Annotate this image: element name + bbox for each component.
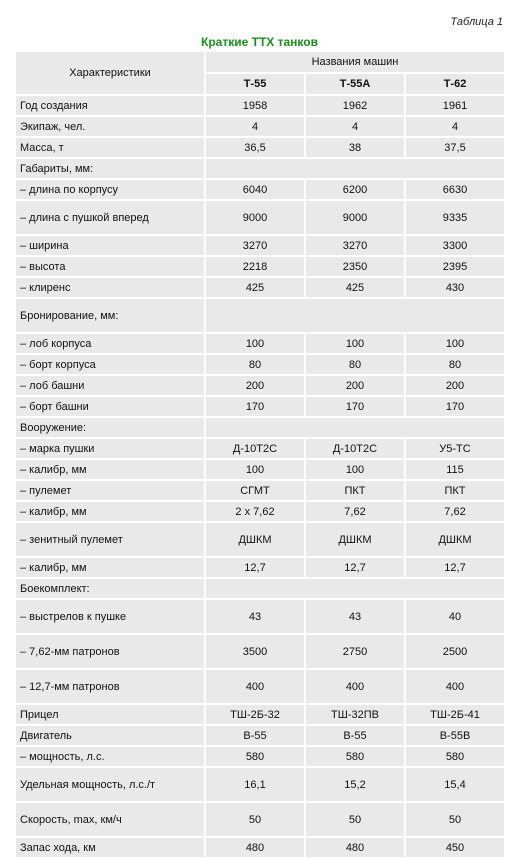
row-label: – высота bbox=[16, 257, 204, 276]
row-label: – марка пушки bbox=[16, 439, 204, 458]
row-value: 4 bbox=[206, 117, 304, 136]
row-value: 580 bbox=[206, 747, 304, 766]
table-row bbox=[16, 376, 504, 395]
row-value: СГМТ bbox=[206, 481, 304, 500]
table-row bbox=[16, 334, 504, 353]
row-value: ТШ-2Б-32 bbox=[206, 705, 304, 724]
row-value: 2500 bbox=[406, 635, 504, 668]
table-row bbox=[16, 803, 504, 836]
row-value: 2750 bbox=[306, 635, 404, 668]
table-number-label: Таблица 1 bbox=[450, 16, 503, 28]
row-value: 2218 bbox=[206, 257, 304, 276]
table-row bbox=[16, 558, 504, 577]
row-value: 9000 bbox=[306, 201, 404, 234]
row-value: 12,7 bbox=[406, 558, 504, 577]
table-row bbox=[16, 138, 504, 157]
row-label: – 12,7-мм патронов bbox=[16, 670, 204, 703]
table-row bbox=[16, 180, 504, 199]
header-row-top bbox=[16, 52, 504, 72]
row-value: ТШ-32ПВ bbox=[306, 705, 404, 724]
row-value: 200 bbox=[206, 376, 304, 395]
section-spacer bbox=[206, 299, 504, 332]
row-label: – лоб башни bbox=[16, 376, 204, 395]
header-model: Т-55 bbox=[206, 74, 304, 94]
row-value: 1958 bbox=[206, 96, 304, 115]
row-value: 400 bbox=[306, 670, 404, 703]
row-value: У5-ТС bbox=[406, 439, 504, 458]
row-value: 38 bbox=[306, 138, 404, 157]
table-row bbox=[16, 418, 504, 437]
row-value: 15,4 bbox=[406, 768, 504, 801]
row-label: Бронирование, мм: bbox=[16, 299, 204, 332]
row-value: 50 bbox=[206, 803, 304, 836]
row-value: 37,5 bbox=[406, 138, 504, 157]
row-label: Боекомплект: bbox=[16, 579, 204, 598]
row-value: 80 bbox=[406, 355, 504, 374]
row-label: Запас хода, км bbox=[16, 838, 204, 857]
row-value: 200 bbox=[406, 376, 504, 395]
row-value: ПКТ bbox=[406, 481, 504, 500]
row-value: 425 bbox=[206, 278, 304, 297]
row-label: – калибр, мм bbox=[16, 558, 204, 577]
row-label: – борт корпуса bbox=[16, 355, 204, 374]
row-value: 100 bbox=[406, 334, 504, 353]
row-label: – длина по корпусу bbox=[16, 180, 204, 199]
row-value: 6200 bbox=[306, 180, 404, 199]
table-row bbox=[16, 96, 504, 115]
row-value: 7,62 bbox=[306, 502, 404, 521]
section-spacer bbox=[206, 418, 504, 437]
row-value: 1962 bbox=[306, 96, 404, 115]
row-value: 4 bbox=[306, 117, 404, 136]
row-label: – калибр, мм bbox=[16, 502, 204, 521]
row-value: 400 bbox=[206, 670, 304, 703]
table-row bbox=[16, 481, 504, 500]
row-label: – ширина bbox=[16, 236, 204, 255]
row-label: – 7,62-мм патронов bbox=[16, 635, 204, 668]
table-row bbox=[16, 236, 504, 255]
row-value: 80 bbox=[206, 355, 304, 374]
row-value: 100 bbox=[206, 460, 304, 479]
row-value: Д-10Т2С bbox=[306, 439, 404, 458]
row-value: 6040 bbox=[206, 180, 304, 199]
row-value: ДШКМ bbox=[406, 523, 504, 556]
section-spacer bbox=[206, 159, 504, 178]
table-row bbox=[16, 397, 504, 416]
row-value: 4 bbox=[406, 117, 504, 136]
table-row bbox=[16, 670, 504, 703]
row-label: – зенитный пулемет bbox=[16, 523, 204, 556]
row-value: 430 bbox=[406, 278, 504, 297]
tank-specs-table bbox=[14, 50, 506, 859]
table-row bbox=[16, 523, 504, 556]
row-label: Удельная мощность, л.с./т bbox=[16, 768, 204, 801]
row-value: 2 х 7,62 bbox=[206, 502, 304, 521]
row-value: 12,7 bbox=[306, 558, 404, 577]
row-value: 50 bbox=[306, 803, 404, 836]
table-row bbox=[16, 726, 504, 745]
table-title: Краткие ТТХ танков bbox=[201, 35, 318, 49]
row-label: – пулемет bbox=[16, 481, 204, 500]
row-value: 170 bbox=[206, 397, 304, 416]
table-row bbox=[16, 278, 504, 297]
row-value: 450 bbox=[406, 838, 504, 857]
table-row bbox=[16, 257, 504, 276]
row-value: В-55 bbox=[206, 726, 304, 745]
table-row bbox=[16, 747, 504, 766]
row-label: – лоб корпуса bbox=[16, 334, 204, 353]
row-value: 3500 bbox=[206, 635, 304, 668]
row-value: 36,5 bbox=[206, 138, 304, 157]
table-row bbox=[16, 635, 504, 668]
table-row bbox=[16, 460, 504, 479]
row-label: – мощность, л.с. bbox=[16, 747, 204, 766]
section-spacer bbox=[206, 579, 504, 598]
row-value: 425 bbox=[306, 278, 404, 297]
row-value: 80 bbox=[306, 355, 404, 374]
header-characteristics: Характеристики bbox=[16, 52, 204, 94]
header-model: Т-62 bbox=[406, 74, 504, 94]
row-value: 9335 bbox=[406, 201, 504, 234]
table-row bbox=[16, 838, 504, 857]
table-row bbox=[16, 201, 504, 234]
row-value: 16,1 bbox=[206, 768, 304, 801]
row-value: 400 bbox=[406, 670, 504, 703]
header-model: Т-55А bbox=[306, 74, 404, 94]
row-value: 2395 bbox=[406, 257, 504, 276]
row-value: 50 bbox=[406, 803, 504, 836]
row-label: Год создания bbox=[16, 96, 204, 115]
row-value: 3270 bbox=[306, 236, 404, 255]
row-value: 480 bbox=[206, 838, 304, 857]
row-value: 200 bbox=[306, 376, 404, 395]
row-label: – выстрелов к пушке bbox=[16, 600, 204, 633]
row-value: 15,2 bbox=[306, 768, 404, 801]
row-label: Габариты, мм: bbox=[16, 159, 204, 178]
row-value: 480 bbox=[306, 838, 404, 857]
row-value: ДШКМ bbox=[306, 523, 404, 556]
row-value: 100 bbox=[306, 334, 404, 353]
row-value: ДШКМ bbox=[206, 523, 304, 556]
row-value: 580 bbox=[406, 747, 504, 766]
row-label: – калибр, мм bbox=[16, 460, 204, 479]
row-value: 170 bbox=[406, 397, 504, 416]
row-value: 12,7 bbox=[206, 558, 304, 577]
row-value: В-55 bbox=[306, 726, 404, 745]
row-value: 43 bbox=[206, 600, 304, 633]
row-value: 43 bbox=[306, 600, 404, 633]
row-value: ТШ-2Б-41 bbox=[406, 705, 504, 724]
table-row bbox=[16, 768, 504, 801]
row-label: Прицел bbox=[16, 705, 204, 724]
row-value: 9000 bbox=[206, 201, 304, 234]
header-machines: Названия машин bbox=[206, 52, 504, 72]
row-value: Д-10Т2С bbox=[206, 439, 304, 458]
row-value: 115 bbox=[406, 460, 504, 479]
row-value: В-55В bbox=[406, 726, 504, 745]
row-label: Экипаж, чел. bbox=[16, 117, 204, 136]
table-row bbox=[16, 159, 504, 178]
row-value: 170 bbox=[306, 397, 404, 416]
row-value: 3300 bbox=[406, 236, 504, 255]
row-value: 2350 bbox=[306, 257, 404, 276]
row-label: Двигатель bbox=[16, 726, 204, 745]
row-value: 1961 bbox=[406, 96, 504, 115]
table-row bbox=[16, 355, 504, 374]
row-label: Вооружение: bbox=[16, 418, 204, 437]
row-value: 100 bbox=[306, 460, 404, 479]
table-row bbox=[16, 117, 504, 136]
row-value: 6630 bbox=[406, 180, 504, 199]
row-value: 3270 bbox=[206, 236, 304, 255]
row-value: 580 bbox=[306, 747, 404, 766]
row-label: – клиренс bbox=[16, 278, 204, 297]
row-label: – борт башни bbox=[16, 397, 204, 416]
table-row bbox=[16, 439, 504, 458]
table-row bbox=[16, 600, 504, 633]
table-row bbox=[16, 502, 504, 521]
row-value: ПКТ bbox=[306, 481, 404, 500]
table-row bbox=[16, 299, 504, 332]
table-row bbox=[16, 579, 504, 598]
row-value: 40 bbox=[406, 600, 504, 633]
row-label: Скорость, max, км/ч bbox=[16, 803, 204, 836]
row-value: 100 bbox=[206, 334, 304, 353]
table-row bbox=[16, 705, 504, 724]
row-label: – длина с пушкой вперед bbox=[16, 201, 204, 234]
row-label: Масса, т bbox=[16, 138, 204, 157]
row-value: 7,62 bbox=[406, 502, 504, 521]
